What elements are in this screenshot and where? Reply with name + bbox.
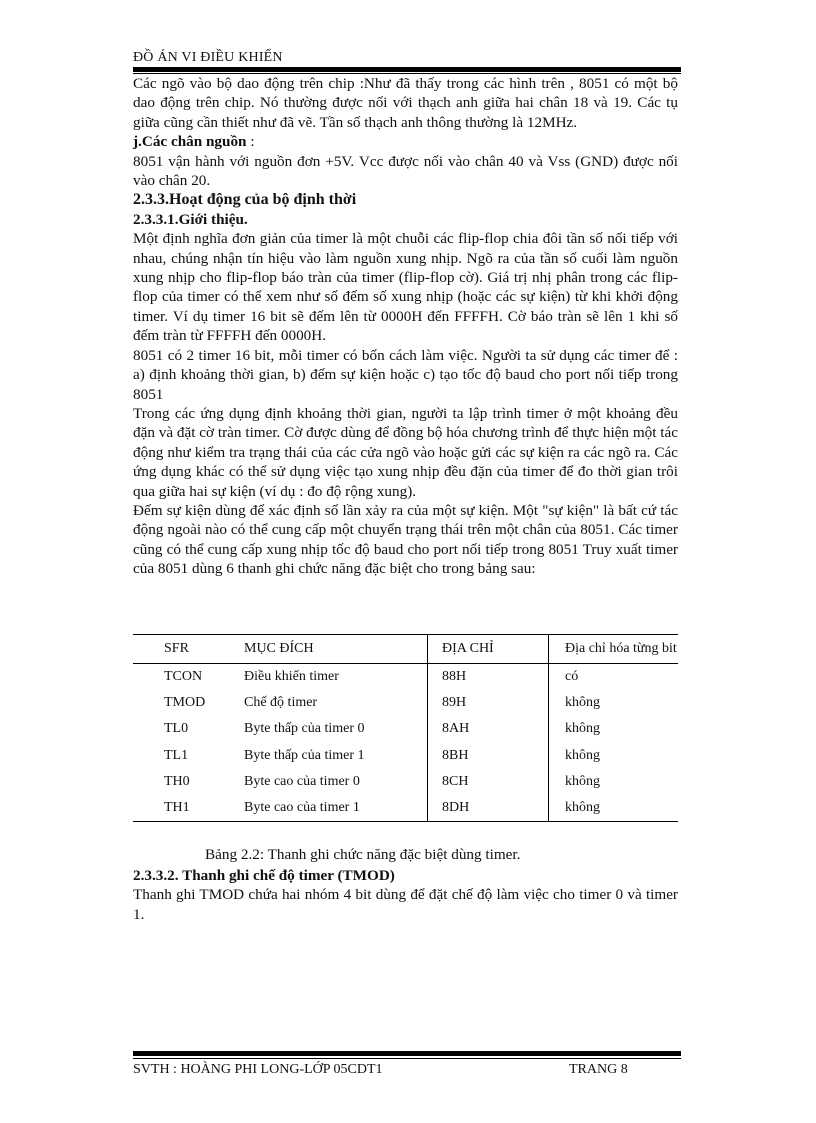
table-row xyxy=(133,664,678,690)
table-cell: TL1 xyxy=(164,747,189,763)
table-cell: TCON xyxy=(164,668,203,684)
footer-rule-thick xyxy=(133,1051,681,1056)
footer-rule-thin xyxy=(133,1058,681,1059)
table-cell: 88H xyxy=(428,664,549,690)
table-cell: 8BH xyxy=(428,742,549,768)
table-cell: không xyxy=(565,773,600,789)
page-header-title: ĐỒ ÁN VI ĐIỀU KHIỂN xyxy=(133,50,283,65)
paragraph-interval-timing: Trong các ứng dụng định khoảng thời gian, người ta lập trình timer ở một khoảng đều đặn và đặt cờ tràn timer. Cờ được dùng để đồng bộ hóa chương trình để thực hiện một tác động như kiểm tra trạng thái của các cửa ngõ vào hoặc gửi các sự kiện ra các ngõ ra. Các ứng dụng khác có thể sử dụng việc tạo xung nhịp đều đặn của timer để đo thời gian trôi qua giữa hai sự kiện (ví dụ : đo độ rộng xung). xyxy=(133,404,678,500)
table-row xyxy=(133,769,678,795)
table-cell: không xyxy=(565,747,600,763)
paragraph-oscillator: Các ngõ vào bộ dao động trên chip :Như đã thấy trong các hình trên , 8051 có một bộ dao động trên chip. Nó thường được nối với thạch anh giữa hai chân 18 và 19. Các tụ giữa cũng cần thiết như đã vẽ. Tần số thạch anh thông thường là 12MHz. xyxy=(133,75,678,131)
footer-author: SVTH : HOÀNG PHI LONG-LỚP 05CDT1 xyxy=(133,1062,383,1077)
table-header-cell: SFR xyxy=(164,641,189,656)
table-cell: TH1 xyxy=(164,799,190,815)
table-caption: Bảng 2.2: Thanh ghi chức năng đặc biệt dùng timer. xyxy=(205,846,521,863)
table-cell: không xyxy=(565,694,600,710)
table-header-row xyxy=(133,635,678,664)
table-cell: 8AH xyxy=(428,716,549,742)
table-cell: 8CH xyxy=(428,769,549,795)
heading-tmod: 2.3.3.2. Thanh ghi chế độ timer (TMOD) xyxy=(133,867,395,884)
table-header-cell: MỤC ĐÍCH xyxy=(244,635,428,664)
table-row xyxy=(133,795,678,821)
table-cell: Byte thấp của timer 0 xyxy=(244,716,428,742)
table-cell: có xyxy=(565,668,579,684)
table-cell: không xyxy=(565,721,600,737)
table-cell: TL0 xyxy=(164,721,189,737)
main-content xyxy=(133,74,678,579)
paragraph-timer-uses: 8051 có 2 timer 16 bit, mỗi timer có bốn cách làm việc. Người ta sử dụng các timer để : a) định khoảng thời gian, b) đếm sự kiện hoặc c) tạo tốc độ baud cho port nối tiếp trong 8051 xyxy=(133,346,678,403)
table-row xyxy=(133,742,678,768)
table-cell: TMOD xyxy=(164,694,206,710)
table-cell: Byte thấp của timer 1 xyxy=(244,742,428,768)
heading-power-pins-text: j.Các chân nguồn xyxy=(133,133,247,151)
table-cell: Byte cao của timer 0 xyxy=(244,769,428,795)
paragraph-power: 8051 vận hành với nguồn đơn +5V. Vcc được nối vào chân 40 và Vss (GND) được nối vào chân 20. xyxy=(133,152,678,190)
table-cell: không xyxy=(565,799,600,815)
paragraph-event-counting: Đếm sự kiện dùng để xác định số lần xảy ra của một sự kiện. Một "sự kiện" là bất cứ tác động ngoài nào có thể cung cấp một chuyển trạng thái trên một chân của 8051. Các timer cũng có thể cung cấp xung nhịp tốc độ baud cho port nối tiếp trong 8051 Truy xuất timer của 8051 dùng 6 thanh ghi chức năng đặc biệt cho trong bảng sau: xyxy=(133,501,678,578)
sfr-table xyxy=(133,634,678,822)
tmod-section xyxy=(133,866,678,924)
header-rule-thick xyxy=(133,67,681,72)
table-cell: 89H xyxy=(428,690,549,716)
table-row xyxy=(133,716,678,742)
table-cell: TH0 xyxy=(164,773,190,789)
table-cell: Điều khiển timer xyxy=(244,664,428,690)
paragraph-timer-definition: Một định nghĩa đơn giản của timer là một chuỗi các flip-flop chia đôi tần số nối tiếp với nhau, chúng nhận tín hiệu vào làm nguồn xung nhịp. Ngõ ra của tần số cuối làm nguồn xung nhịp cho flip-flop báo tràn của timer (flip-flop cờ). Giá trị nhị phân trong các flip-flop của timer có thể xem như số đếm số xung nhịp (hoặc các sự kiện) từ khi khởi động timer. Ví dụ timer 16 bit sẽ đếm lên từ 0000H đến FFFFH. Cờ báo tràn sẽ lên 1 khi số đếm tràn từ FFFFH đến 0000H. xyxy=(133,230,678,345)
table-cell: Byte cao của timer 1 xyxy=(244,795,428,821)
table-header-cell: ĐỊA CHỈ xyxy=(428,635,549,664)
footer-page-number: TRANG 8 xyxy=(569,1062,628,1077)
heading-power-pins-suffix: : xyxy=(246,133,255,151)
table-row xyxy=(133,690,678,716)
paragraph-tmod: Thanh ghi TMOD chứa hai nhóm 4 bit dùng để đặt chế độ làm việc cho timer 0 và timer 1. xyxy=(133,886,678,923)
heading-timer-operation: 2.3.3.Hoạt động của bộ định thời xyxy=(133,191,357,209)
table-cell: 8DH xyxy=(428,795,549,821)
sfr-table-container xyxy=(133,634,678,822)
heading-introduction: 2.3.3.1.Giới thiệu. xyxy=(133,210,248,228)
table-header-cell: Địa chỉ hóa từng bit xyxy=(565,641,677,656)
table-cell: Chế độ timer xyxy=(244,690,428,716)
heading-power-pins xyxy=(133,132,678,151)
